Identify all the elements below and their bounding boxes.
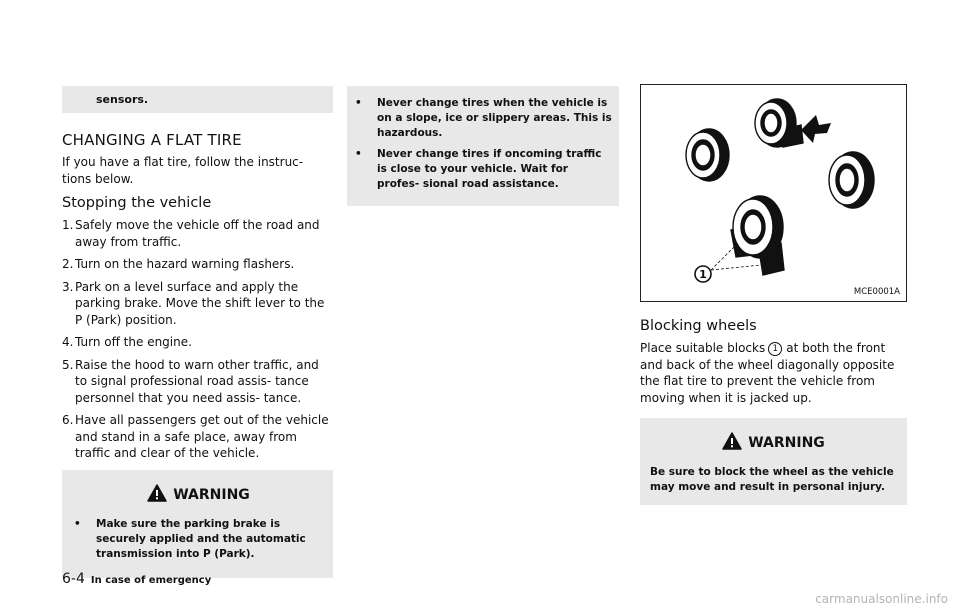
tire-rear-right <box>829 152 874 208</box>
warning-triangle-icon <box>147 484 167 502</box>
warning-box-continued <box>347 86 619 206</box>
warning-box <box>62 470 333 578</box>
page-footer <box>62 571 211 587</box>
section-title: CHANGING A FLAT TIRE <box>62 131 242 149</box>
tire-front-right <box>755 99 803 147</box>
step-number: 5. <box>62 357 74 372</box>
step-text: Turn on the hazard warning flashers. <box>75 257 295 271</box>
warning-list <box>353 96 613 192</box>
warning-title: WARNING <box>173 486 250 503</box>
blocking-text-end: at both the front and back of the wheel diagonally opposite the flat tire to prevent the vehicle from moving when it is jacked up. <box>640 341 895 405</box>
step-text: Park on a level surface and apply the parking brake. Move the shift lever to the P (Park) position. <box>75 279 325 327</box>
list-item <box>353 147 613 192</box>
section-name: In case of emergency <box>90 575 212 586</box>
callout-badge: 1 <box>768 342 782 356</box>
warning-item-text: Never change tires if oncoming traffic is close to your vehicle. Wait for profes- sional road assistance. <box>377 148 602 190</box>
list-item <box>353 96 613 141</box>
list-item <box>62 217 333 250</box>
bullet: • <box>74 517 81 530</box>
warning-text: Be sure to block the wheel as the vehicle may move and result in personal injury. <box>650 466 894 493</box>
warning-title: WARNING <box>748 435 825 451</box>
bullet: • <box>355 148 362 160</box>
step-number: 6. <box>62 413 74 427</box>
warning-header <box>72 484 325 503</box>
warning-header <box>650 432 897 451</box>
blocking-text-start: Place suitable blocks <box>640 341 766 355</box>
step-text: Turn off the engine. <box>75 335 192 349</box>
arrow-icon <box>801 115 831 143</box>
blocking-paragraph <box>640 340 907 406</box>
subsection-title-blocking: Blocking wheels <box>640 318 757 334</box>
middle-column <box>347 86 619 206</box>
step-text: Safely move the vehicle off the road and away from traffic. <box>75 218 320 249</box>
warning-item-text: Make sure the parking brake is securely applied and the automatic transmission into P (Park). <box>96 517 306 560</box>
warning-item-text: Never change tires when the vehicle is on a slope, ice or slippery areas. This is hazardous. <box>377 97 612 139</box>
continued-warning-box <box>62 86 333 113</box>
left-column <box>62 86 333 578</box>
list-item <box>72 517 325 562</box>
page-number: 6-4 <box>62 571 85 587</box>
list-item <box>62 334 333 351</box>
figure-code: MCE0001A <box>853 287 900 297</box>
subsection-title-stopping: Stopping the vehicle <box>62 195 212 211</box>
right-column <box>640 84 907 505</box>
continued-text: sensors. <box>96 93 149 106</box>
list-item <box>62 412 333 462</box>
step-number: 2. <box>62 257 74 271</box>
step-number: 1. <box>62 218 74 232</box>
list-item <box>62 357 333 407</box>
step-text: Have all passengers get out of the vehicle and stand in a safe place, away from traffic and clear of the vehicle. <box>75 413 329 460</box>
bullet: • <box>355 97 362 109</box>
tire-front-left <box>686 129 729 181</box>
intro-paragraph: If you have a flat tire, follow the instruc- tions below. <box>62 155 304 186</box>
steps-list <box>62 217 333 462</box>
warning-list <box>72 517 325 562</box>
wheel-blocking-figure <box>640 84 907 302</box>
callout-number: 1 <box>699 268 707 281</box>
wheels-illustration <box>641 85 906 285</box>
watermark: carmanualsonline.info <box>815 592 948 606</box>
warning-triangle-icon <box>722 432 742 450</box>
step-number: 3. <box>62 279 74 294</box>
step-text: Raise the hood to warn other traffic, and to signal professional road assis- tance personnel that you need assis- tance. <box>75 357 319 405</box>
step-number: 4. <box>62 335 74 349</box>
list-item <box>62 279 333 329</box>
tire-rear-left <box>731 196 784 275</box>
warning-box-2 <box>640 418 907 505</box>
list-item <box>62 256 333 273</box>
